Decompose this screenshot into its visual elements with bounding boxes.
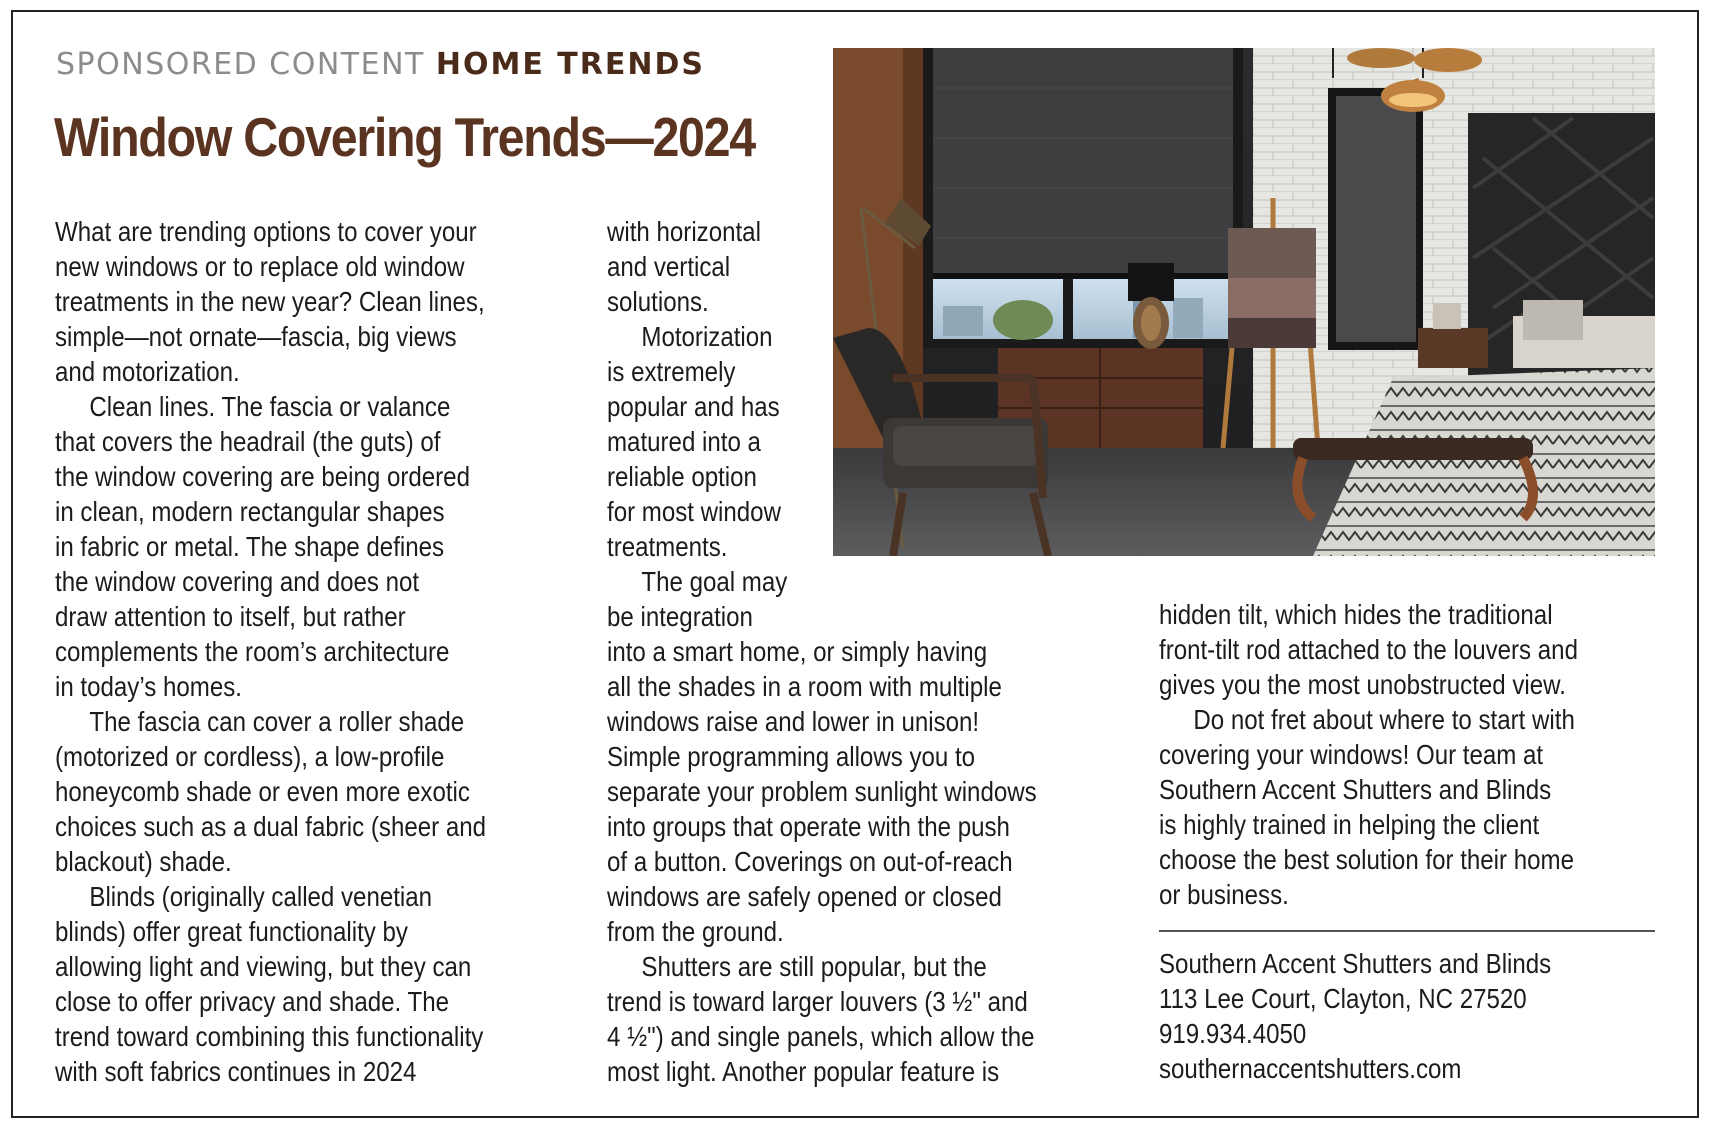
body-text-line: reliable option (607, 461, 757, 492)
body-text-line: the window covering and does not (55, 566, 420, 597)
contact-line: 919.934.4050 (1159, 1018, 1307, 1049)
body-text-line: Clean lines. The fascia or valance (89, 391, 451, 422)
body-text-line: most light. Another popular feature is (607, 1056, 1000, 1087)
body-text-line: Shutters are still popular, but the (641, 951, 987, 982)
body-text-line: windows are safely opened or closed (607, 881, 1002, 912)
body-text-line: and motorization. (55, 356, 240, 387)
body-text-line: draw attention to itself, but rather (55, 601, 406, 632)
body-text-line: choose the best solution for their home (1159, 844, 1574, 875)
body-text-line: simple—not ornate—fascia, big views (55, 321, 457, 352)
body-text-line: in clean, modern rectangular shapes (55, 496, 445, 527)
contact-line: southernaccentshutters.com (1159, 1053, 1462, 1084)
body-text-line: treatments. (607, 531, 728, 562)
body-text-line: into groups that operate with the push (607, 811, 1010, 842)
body-text-line: blackout) shade. (55, 846, 232, 877)
contact-line: Southern Accent Shutters and Blinds (1159, 948, 1552, 979)
body-text-line: Motorization (641, 321, 773, 352)
body-text-line: in today’s homes. (55, 671, 242, 702)
body-text-line: separate your problem sunlight windows (607, 776, 1037, 807)
body-text-line: Southern Accent Shutters and Blinds (1159, 774, 1552, 805)
body-text-line: all the shades in a room with multiple (607, 671, 1002, 702)
body-text-line: or business. (1159, 879, 1289, 910)
body-text-line: honeycomb shade or even more exotic (55, 776, 470, 807)
article-column-2 (607, 214, 1107, 1089)
body-text-line: (motorized or cordless), a low-profile (55, 741, 445, 772)
headline: Window Covering Trends—2024 (54, 106, 755, 168)
section-label: HOME TRENDS (435, 47, 705, 82)
body-text-line: with horizontal (607, 216, 761, 247)
body-text-line: be integration (607, 601, 753, 632)
body-text-line: choices such as a dual fabric (sheer and (55, 811, 487, 842)
body-text-line: is extremely (607, 356, 736, 387)
body-text-line: close to offer privacy and shade. The (55, 986, 450, 1017)
body-text-line: and vertical (607, 251, 731, 282)
contact-divider (1159, 930, 1655, 932)
body-text-line: front-tilt rod attached to the louvers and (1159, 634, 1578, 665)
body-text-line: 4 ½") and single panels, which allow the (607, 1021, 1035, 1052)
body-text-line: covering your windows! Our team at (1159, 739, 1544, 770)
body-text-line: from the ground. (607, 916, 784, 947)
body-text-line: into a smart home, or simply having (607, 636, 988, 667)
sponsored-label: SPONSORED CONTENT (56, 47, 425, 82)
body-text-line: Simple programming allows you to (607, 741, 976, 772)
body-text-line: trend toward combining this functionality (55, 1021, 484, 1052)
body-text-line: blinds) offer great functionality by (55, 916, 408, 947)
body-text-line: matured into a (607, 426, 761, 457)
body-text-line: Do not fret about where to start with (1193, 704, 1575, 735)
body-text-line: trend is toward larger louvers (3 ½" and (607, 986, 1028, 1017)
body-text-line: is highly trained in helping the client (1159, 809, 1540, 840)
kicker (56, 47, 705, 82)
body-text-line: allowing light and viewing, but they can (55, 951, 472, 982)
body-text-line: with soft fabrics continues in 2024 (55, 1056, 417, 1087)
body-text-line: hidden tilt, which hides the traditional (1159, 599, 1553, 630)
body-text-line: The fascia can cover a roller shade (89, 706, 465, 737)
body-text-line: popular and has (607, 391, 780, 422)
body-text-line: the window covering are being ordered (55, 461, 470, 492)
body-text-line: Blinds (originally called venetian (89, 881, 433, 912)
contact-line: 113 Lee Court, Clayton, NC 27520 (1159, 983, 1527, 1014)
body-text-line: of a button. Coverings on out-of-reach (607, 846, 1013, 877)
body-text-line: What are trending options to cover your (55, 216, 477, 247)
body-text-line: The goal may (641, 566, 788, 597)
body-text-line: solutions. (607, 286, 709, 317)
body-text-line: gives you the most unobstructed view. (1159, 669, 1566, 700)
body-text-line: in fabric or metal. The shape defines (55, 531, 445, 562)
article-column-3 (1159, 597, 1646, 912)
contact-block (1159, 946, 1615, 1086)
body-text-line: new windows or to replace old window (55, 251, 465, 282)
body-text-line: treatments in the new year? Clean lines, (55, 286, 485, 317)
article-column-1 (55, 214, 556, 1089)
body-text-line: windows raise and lower in unison! (607, 706, 980, 737)
body-text-line: for most window (607, 496, 781, 527)
body-text-line: that covers the headrail (the guts) of (55, 426, 441, 457)
body-text-line: complements the room’s architecture (55, 636, 450, 667)
